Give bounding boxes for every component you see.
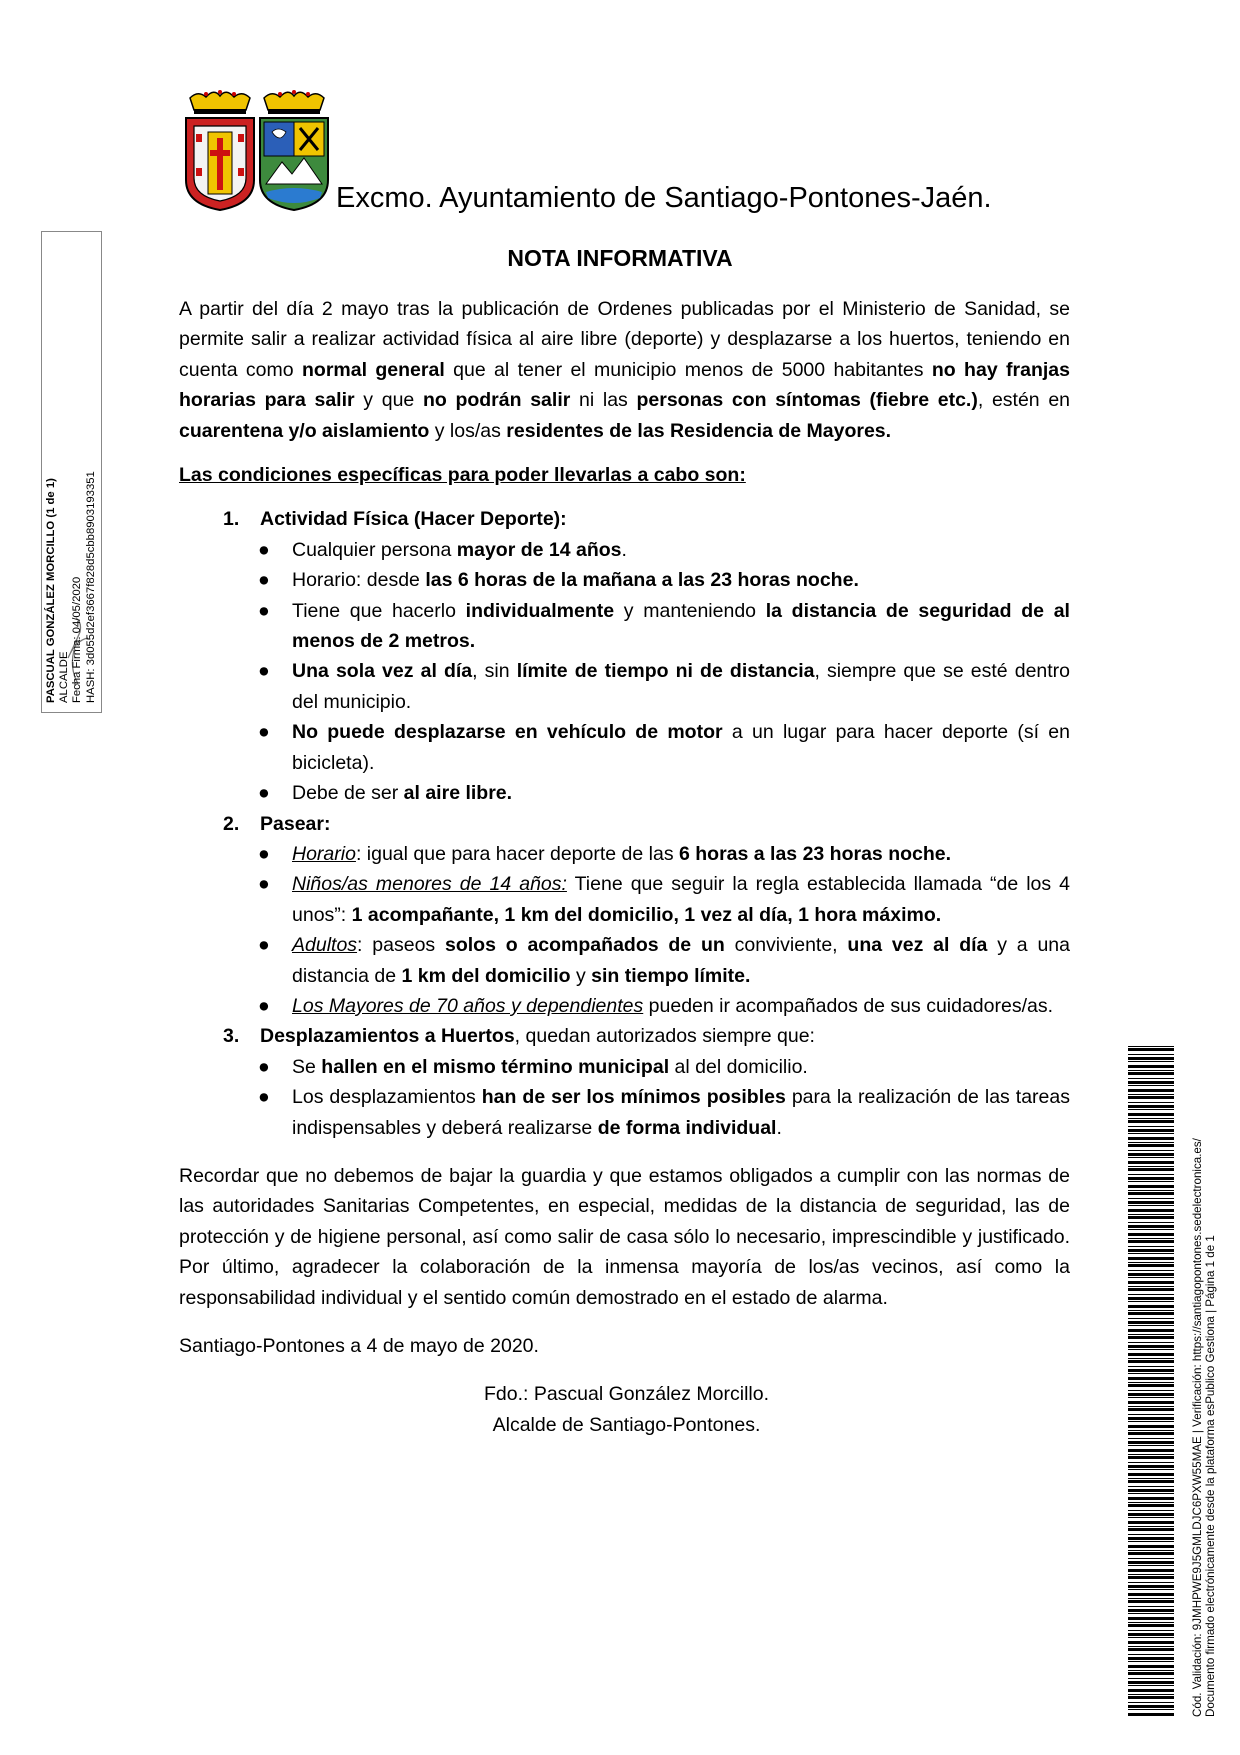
list-item: ● Los desplazamientos han de ser los mínimos posibles para la realización de las tareas indispensables y deberá realizarse de forma individual. bbox=[258, 1086, 1070, 1139]
bullet-list bbox=[179, 1052, 1070, 1143]
document-heading: NOTA INFORMATIVA bbox=[507, 245, 733, 271]
section-heading: 2. Pasear: bbox=[223, 812, 331, 835]
list-item: ● Niños/as menores de 14 años: Tiene que seguir la regla establecida llamada “de los 4 unos”: 1 acompañante, 1 km del domicilio, 1 vez al día, 1 hora máximo. bbox=[258, 873, 1070, 926]
list-item: ● Los Mayores de 70 años y dependientes pueden ir acompañados de sus cuidadores/as. bbox=[258, 994, 1054, 1017]
list-item: ● Se hallen en el mismo término municipal al del domicilio. bbox=[258, 1055, 808, 1078]
bullet-list bbox=[179, 839, 1070, 1021]
bullet-list bbox=[179, 535, 1070, 809]
section-heading: 3. Desplazamientos a Huertos, quedan autorizados siempre que: bbox=[223, 1025, 815, 1048]
list-item: ● Cualquier persona mayor de 14 años. bbox=[258, 538, 627, 561]
place-date: Santiago-Pontones a 4 de mayo de 2020. bbox=[179, 1335, 539, 1357]
list-item: ● Tiene que hacerlo individualmente y manteniendo la distancia de seguridad de al menos de 2 metros. bbox=[258, 599, 1070, 653]
list-item: ● Horario: desde las 6 horas de la mañana a las 23 horas noche. bbox=[258, 569, 859, 592]
document-body bbox=[179, 294, 1070, 1440]
list-item: ● No puede desplazarse en vehículo de motor a un lugar para hacer deporte (sí en bicicleta). bbox=[258, 721, 1070, 774]
list-item: ● Horario: igual que para hacer deporte de las 6 horas a las 23 horas noche. bbox=[258, 842, 952, 865]
signature-role: Alcalde de Santiago-Pontones. bbox=[492, 1413, 761, 1436]
institution-name: Excmo. Ayuntamiento de Santiago-Pontones-Jaén. bbox=[336, 182, 992, 214]
signature-name: Fdo.: Pascual González Morcillo. bbox=[483, 1383, 770, 1406]
list-item: ● Una sola vez al día, sin límite de tiempo ni de distancia, siempre que se esté dentro del municipio. bbox=[258, 660, 1071, 713]
conditions-heading: Las condiciones específicas para poder llevarlas a cabo son: bbox=[179, 464, 746, 487]
list-item: ● Adultos: paseos solos o acompañados de un conviviente, una vez al día y a una distancia de 1 km del domicilio y sin tiempo límite. bbox=[258, 934, 1070, 987]
validation-barcode bbox=[1128, 1046, 1174, 1718]
list-item: ● Debe de ser al aire libre. bbox=[258, 782, 513, 805]
verification-text: Cód. Validación: 9JMHPWE9J5GMLDJC6PXW55MAE | Verificación: https://santiagopontones.sedelectronica.es/ Documento firmado electrónicamente desde la plataforma esPublico Gestiona | Página 1 de 1 bbox=[1191, 1138, 1218, 1717]
intro-paragraph: A partir del día 2 mayo tras la publicación de Ordenes publicadas por el Ministerio de Sanidad, se permite salir a realizar actividad física al aire libre (deporte) y desplazarse a los huertos, teniendo en cuenta como normal general que al tener el municipio menos de 5000 habitantes no hay franjas horarias para salir y que no podrán salir ni las personas con síntomas (fiebre etc.), estén en cuarentena y/o aislamiento y los/as residentes de las Residencia de Mayores. bbox=[179, 298, 1071, 442]
coat-of-arms-logo bbox=[182, 88, 332, 213]
section-heading: 1. Actividad Física (Hacer Deporte): bbox=[223, 508, 567, 531]
closing-paragraph: Recordar que no debemos de bajar la guardia y que estamos obligados a cumplir con las normas de las autoridades Sanitarias Competentes, en especial, medidas de la distancia de seguridad, las de protección y de higiene personal, así como salir de casa sólo lo necesario, imprescindible y justificado. Por último, agradecer la colaboración de la inmensa mayoría de los/as vecinos, así como la responsabilidad individual y el sentido común demostrado en el estado de alarma. bbox=[179, 1164, 1070, 1309]
signature-stamp-text: PASCUAL GONZÁLEZ MORCILLO (1 de 1) ALCALDE Fecha Firma: 04/05/2020 HASH: 3d055d2ef3667f828d5cbb8903193351 bbox=[45, 471, 97, 703]
